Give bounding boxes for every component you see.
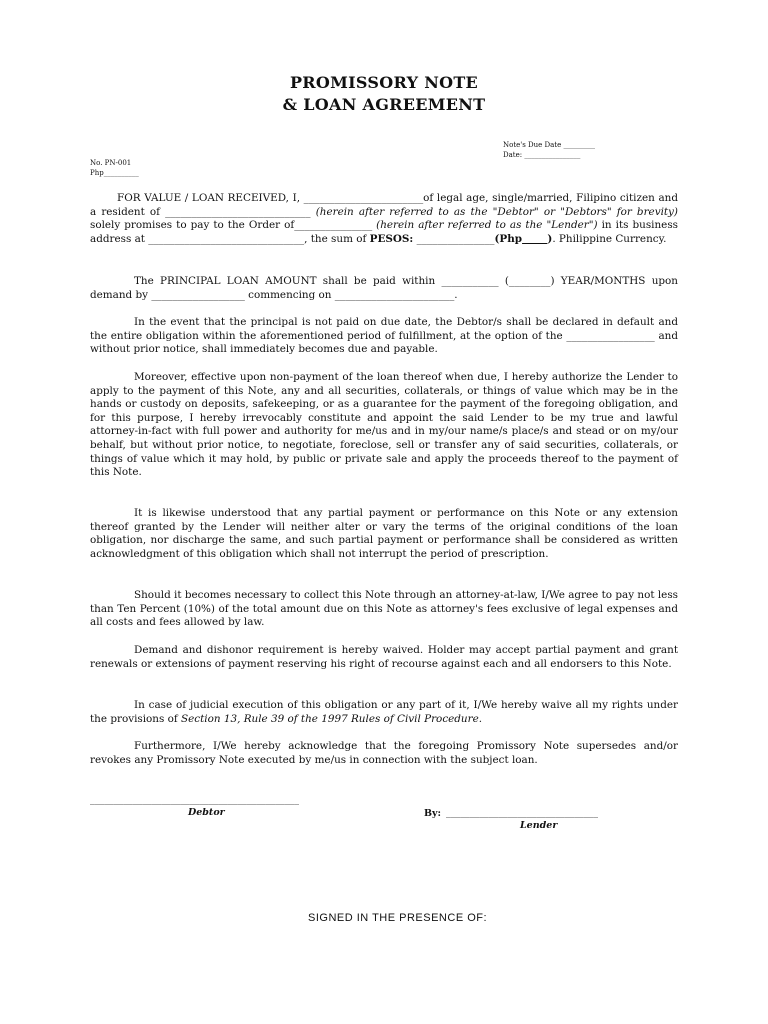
paragraph-partial-payment: It is likewise understood that any partial payment or performance on this Note or any extension thereof granted by the Lender will neither alter or vary the terms of the original conditions of the loan obligation, nor discharge the same, and such partial payment or performance shall be considered as written acknowledgment of this obligation which shall not interrupt the period of prescription. xyxy=(90,507,678,560)
paragraph-acknowledgment: Furthermore, I/We hereby acknowledge that the foregoing Promissory Note supersedes and/or revokes any Promissory Note executed by me/us in connection with the subject loan. xyxy=(90,740,678,766)
paragraph-demand-dishonor: Demand and dishonor requirement is hereby waived. Holder may accept partial payment and grant renewals or extensions of payment reserving his right of recourse against each and all endorsers to this Note. xyxy=(90,644,678,670)
debtor-label: Debtor xyxy=(188,807,225,818)
signed-in-presence-heading: SIGNED IN THE PRESENCE OF: xyxy=(308,912,488,924)
date-field: Date: ________________ xyxy=(503,151,581,159)
paragraph-default: In the event that the principal is not paid on due date, the Debtor/s shall be declared in default and the entire obligation within the aforementioned period of fulfillment, at the option of the _________________ and without prior notice, shall immediately becomes due and payable. xyxy=(90,316,678,356)
php-amount: Php__________ xyxy=(90,169,139,177)
lender-label: Lender xyxy=(520,820,558,831)
debtor-signature-line: ____________________________________________ xyxy=(90,794,299,805)
lender-signature-line: ________________________________ xyxy=(446,807,598,818)
paragraph-loan-received: FOR VALUE / LOAN RECEIVED, I, _______________________of legal age, single/married, Filipino citizen and a resident of ____________________________ (herein after referred to as the "Debtor" or "Debtors" for brevity) solely promises to pay to the Order of_______________ (herein after referred to as the "Lender") in its business address at ______________________________, the sum of PESOS: _______________(Php ). Philippine Currency. xyxy=(90,192,678,245)
paragraph-authorization: Moreover, effective upon non-payment of the loan thereof when due, I hereby authorize the Lender to apply to the payment of this Note, any and all securities, collaterals, or things of value which may be in the hands or custody on deposits, safekeeping, or as a guarantee for the payment of the foregoing obligation, and for this purpose, I hereby irrevocably constitute and appoint the said Lender to be my true and lawful attorney-in-fact with full power and authority for me/us and in my/our name/s place/s and stead or on my/our behalf, but without prior notice, to negotiate, foreclose, sell or transfer any of said securities, collaterals, or things of value which it may hold, by public or private sale and apply the proceeds thereof to the payment of this Note. xyxy=(90,371,678,479)
note-number: No. PN-001 xyxy=(90,159,132,167)
notes-due-date: Note's Due Date _________ xyxy=(503,141,595,149)
paragraph-judicial-execution: In case of judicial execution of this obligation or any part of it, I/We hereby waive all my rights under the provisions of Section 13, Rule 39 of the 1997 Rules of Civil Procedure. xyxy=(90,699,678,725)
document-title-line-1: PROMISSORY NOTE xyxy=(289,73,479,92)
document-title-line-2: & LOAN AGREEMENT xyxy=(282,95,486,114)
paragraph-principal-loan: The PRINCIPAL LOAN AMOUNT shall be paid within ___________ (________) YEAR/MONTHS upon demand by __________________ commencing on _______________________. xyxy=(90,275,678,301)
by-label: By: xyxy=(424,808,442,819)
paragraph-attorney-fees: Should it becomes necessary to collect this Note through an attorney-at-law, I/We agree to pay not less than Ten Percent (10%) of the total amount due on this Note as attorney's fees exclusive of legal expenses and all costs and fees allowed by law. xyxy=(90,589,678,629)
